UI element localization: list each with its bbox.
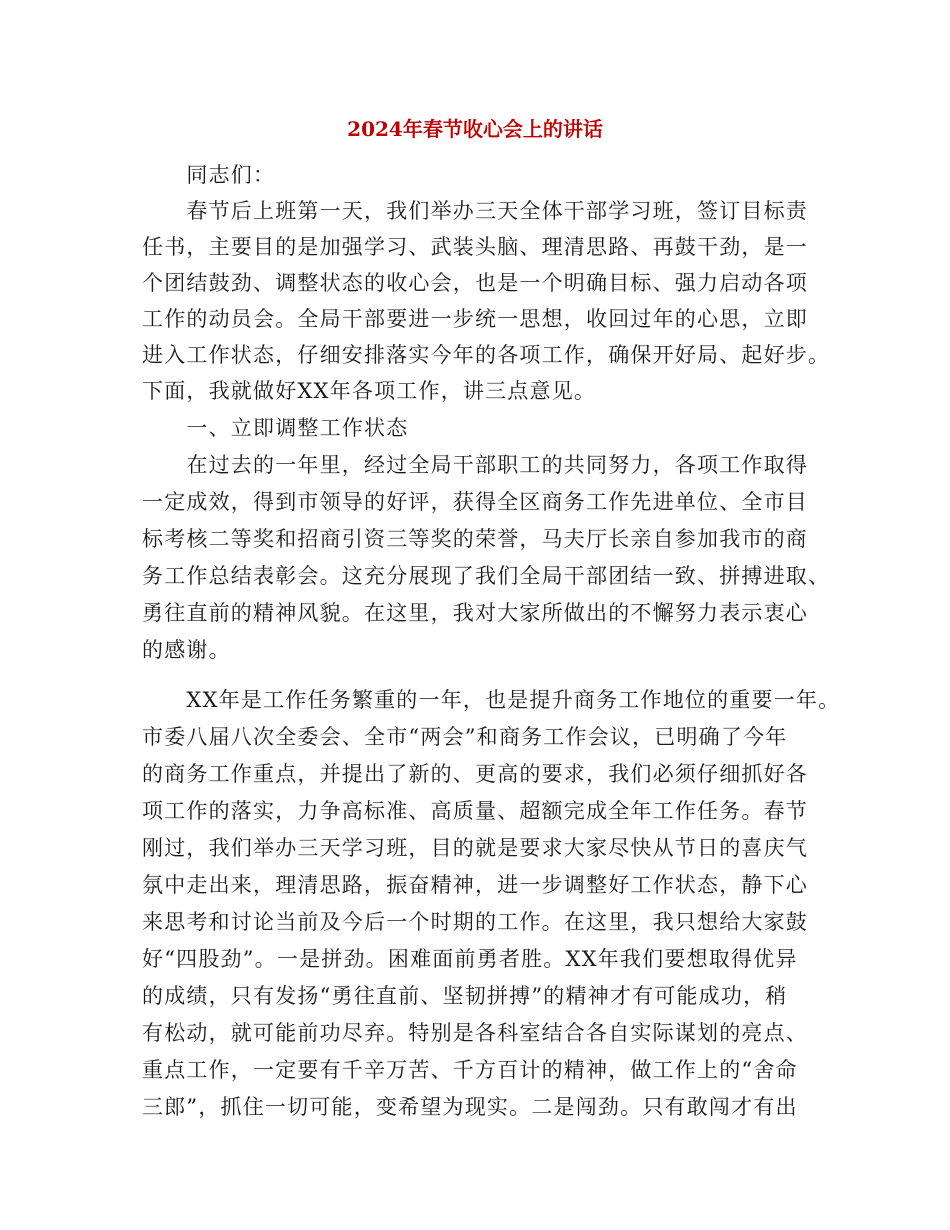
body-line: 市委八届八次全委会、全市“两会”和商务工作会议，已明确了今年 — [142, 725, 788, 749]
body-line: 同志们： — [142, 163, 276, 187]
body-line: 三郎”，抓住一切可能，变希望为现实。二是闯劲。只有敢闯才有出 — [142, 1095, 798, 1119]
body-line: 春节后上班第一天，我们举办三天全体干部学习班，签订目标责 — [142, 199, 808, 223]
body-line: 任书，主要目的是加强学习、武装头脑、理清思路、再鼓干劲，是一 — [142, 235, 808, 259]
document-title: 2024年春节收心会上的讲话 — [347, 117, 603, 141]
body-line: 一定成效，得到市领导的好评，获得全区商务工作先进单位、全市目 — [142, 490, 808, 514]
body-line: 的成绩，只有发扬“勇往直前、坚韧拼搏”的精神才有可能成功，稍 — [142, 984, 788, 1008]
body-line: 重点工作，一定要有千辛万苦、千方百计的精神，做工作上的“舍命 — [142, 1058, 798, 1082]
body-line: 刚过，我们举办三天学习班，目的就是要求大家尽快从节日的喜庆气 — [142, 836, 808, 860]
body-line: 个团结鼓劲、调整状态的收心会，也是一个明确目标、强力启动各项 — [142, 271, 808, 295]
body-line: 好“四股劲”。一是拼劲。困难面前勇者胜。XX年我们要想取得优异 — [142, 947, 798, 971]
body-line: 的感谢。 — [142, 638, 231, 662]
body-line: 有松动，就可能前功尽弃。特别是各科室结合各自实际谋划的亮点、 — [142, 1021, 808, 1045]
body-line: 务工作总结表彰会。这充分展现了我们全局干部团结一致、拼搏进取、 — [142, 564, 831, 588]
body-line: 项工作的落实，力争高标准、高质量、超额完成全年工作任务。春节 — [142, 799, 808, 823]
section-heading: 一、立即调整工作状态 — [142, 416, 409, 440]
body-line: 的商务工作重点，并提出了新的、更高的要求，我们必须仔细抓好各 — [142, 762, 808, 786]
body-line: 氛中走出来，理清思路，振奋精神，进一步调整好工作状态，静下心 — [142, 873, 808, 897]
body-line: XX年是工作任务繁重的一年，也是提升商务工作地位的重要一年。 — [142, 688, 841, 712]
body-line: 在过去的一年里，经过全局干部职工的共同努力，各项工作取得 — [142, 453, 808, 477]
body-line: 下面，我就做好XX年各项工作，讲三点意见。 — [142, 379, 597, 403]
body-line: 勇往直前的精神风貌。在这里，我对大家所做出的不懈努力表示衷心 — [142, 601, 808, 625]
body-line: 来思考和讨论当前及今后一个时期的工作。在这里，我只想给大家鼓 — [142, 910, 808, 934]
body-line: 标考核二等奖和招商引资三等奖的荣誉，马夫厅长亲自参加我市的商 — [142, 527, 808, 551]
body-line: 进入工作状态，仔细安排落实今年的各项工作，确保开好局、起好步。 — [142, 343, 831, 367]
body-line: 工作的动员会。全局干部要进一步统一思想，收回过年的心思，立即 — [142, 307, 808, 331]
